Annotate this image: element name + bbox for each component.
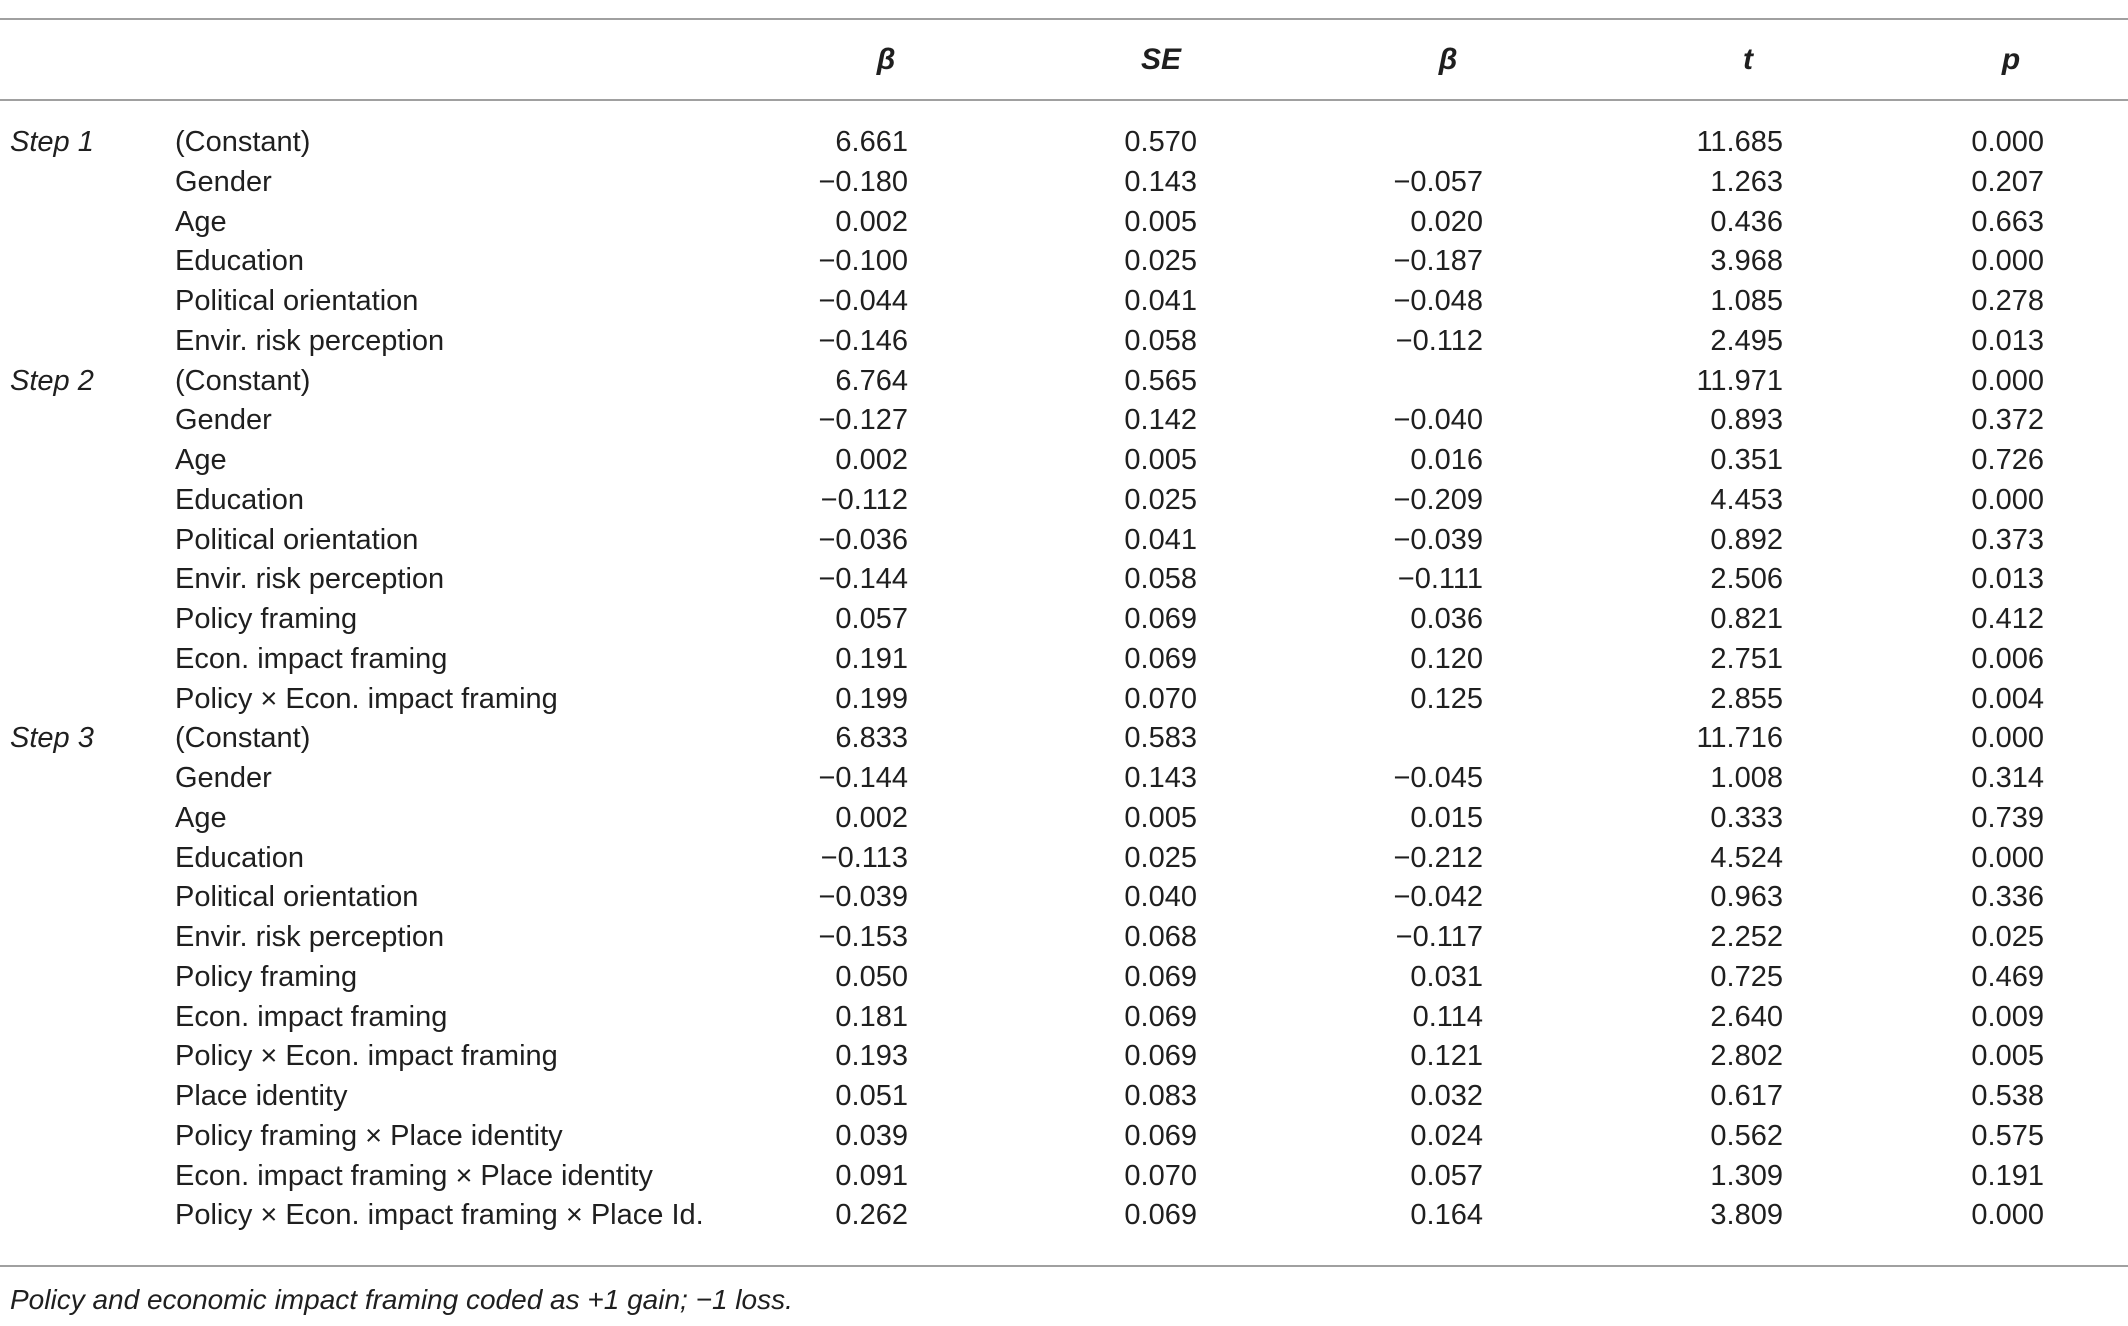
variable-name: Education: [175, 245, 304, 278]
b-value: 0.091: [835, 1159, 908, 1192]
b-value: 0.051: [835, 1080, 908, 1112]
beta-value: 0.057: [1410, 1159, 1483, 1192]
beta-value: −0.040: [1393, 404, 1483, 437]
b-value: 0.262: [835, 1199, 908, 1232]
t-value: 1.085: [1710, 285, 1783, 317]
se-value: 0.069: [1124, 1119, 1197, 1152]
t-value: 2.640: [1710, 1000, 1783, 1033]
beta-value: 0.036: [1410, 603, 1483, 635]
p-value: 0.278: [1971, 285, 2044, 317]
beta-value: 0.120: [1410, 642, 1483, 675]
t-value: 0.725: [1710, 960, 1783, 993]
b-value: 0.193: [835, 1040, 908, 1073]
se-value: 0.069: [1124, 642, 1197, 675]
b-value: 0.002: [835, 205, 908, 238]
beta-value: −0.117: [1395, 921, 1483, 953]
header-beta: β: [1438, 43, 1458, 76]
t-value: 0.963: [1710, 881, 1783, 914]
se-value: 0.583: [1124, 722, 1197, 755]
table-footnote: Policy and economic impact framing coded as +1 gain; −1 loss.: [10, 1284, 793, 1315]
beta-value: −0.212: [1393, 841, 1483, 874]
variable-name: Education: [175, 483, 304, 516]
b-value: −0.144: [818, 762, 908, 794]
variable-name: Place identity: [175, 1080, 348, 1112]
b-value: −0.180: [818, 165, 908, 198]
b-value: −0.146: [818, 324, 908, 357]
beta-value: −0.042: [1393, 881, 1483, 914]
b-value: 6.764: [835, 364, 908, 397]
beta-value: 0.016: [1410, 444, 1483, 476]
p-value: 0.663: [1971, 205, 2044, 238]
variable-name: Envir. risk perception: [175, 563, 445, 596]
table-row: [0, 679, 2128, 719]
beta-value: −0.048: [1393, 285, 1483, 317]
t-value: 1.008: [1710, 762, 1783, 794]
variable-name: Econ. impact framing × Place identity: [175, 1159, 653, 1192]
t-value: 3.968: [1710, 245, 1783, 278]
variable-name: Policy framing: [175, 960, 358, 993]
variable-name: Policy × Econ. impact framing: [175, 1040, 558, 1073]
bottom-rule: [0, 1265, 2128, 1267]
t-value: 1.309: [1710, 1159, 1783, 1192]
beta-value: −0.057: [1393, 165, 1483, 198]
se-value: 0.005: [1124, 801, 1197, 834]
table-row: [0, 400, 2128, 440]
b-value: 0.191: [835, 642, 908, 675]
table-row: [0, 122, 2128, 162]
variable-name: Econ. impact framing: [175, 1000, 448, 1033]
table-row: [0, 559, 2128, 599]
p-value: 0.000: [1971, 364, 2044, 397]
se-value: 0.143: [1124, 165, 1197, 198]
beta-value: 0.164: [1410, 1199, 1483, 1232]
b-value: −0.100: [818, 245, 908, 278]
beta-value: 0.031: [1410, 960, 1483, 993]
b-value: −0.036: [818, 523, 908, 556]
t-value: 2.495: [1710, 324, 1783, 357]
variable-name: Gender: [175, 165, 272, 198]
b-value: −0.144: [818, 563, 908, 596]
se-value: 0.069: [1124, 1040, 1197, 1073]
se-value: 0.041: [1124, 523, 1197, 556]
beta-value: 0.020: [1410, 205, 1483, 238]
table-row: [0, 1156, 2128, 1196]
table-row: [0, 758, 2128, 798]
table-row: [0, 997, 2128, 1037]
table-row: [0, 957, 2128, 997]
b-value: −0.044: [818, 285, 908, 317]
se-value: 0.565: [1124, 364, 1197, 397]
t-value: 0.821: [1710, 603, 1783, 635]
se-value: 0.142: [1124, 404, 1197, 437]
t-value: 0.351: [1710, 444, 1783, 476]
p-value: 0.739: [1971, 801, 2044, 834]
table-row: [0, 639, 2128, 679]
table-row: [0, 361, 2128, 401]
t-value: 0.892: [1710, 523, 1783, 556]
variable-name: Age: [175, 801, 227, 834]
step-label: Step 2: [10, 364, 94, 397]
p-value: 0.004: [1971, 682, 2044, 715]
b-value: 6.661: [835, 126, 908, 158]
b-value: 6.833: [835, 722, 908, 755]
beta-value: −0.039: [1393, 523, 1483, 556]
p-value: 0.207: [1971, 165, 2044, 198]
p-value: 0.191: [1971, 1159, 2044, 1192]
beta-value: −0.112: [1395, 324, 1483, 357]
b-value: 0.002: [835, 801, 908, 834]
beta-value: −0.187: [1393, 245, 1483, 278]
variable-name: Age: [175, 444, 227, 476]
t-value: 2.802: [1710, 1040, 1783, 1073]
se-value: 0.068: [1124, 921, 1197, 953]
variable-name: Policy × Econ. impact framing: [175, 682, 558, 715]
se-value: 0.570: [1124, 126, 1197, 158]
table-row: [0, 520, 2128, 560]
b-value: 0.050: [835, 960, 908, 993]
p-value: 0.000: [1971, 245, 2044, 278]
se-value: 0.025: [1124, 841, 1197, 874]
beta-value: 0.032: [1410, 1080, 1483, 1112]
p-value: 0.372: [1971, 404, 2044, 437]
se-value: 0.069: [1124, 603, 1197, 635]
se-value: 0.040: [1124, 881, 1197, 914]
t-value: 1.263: [1710, 165, 1783, 198]
table-row: [0, 480, 2128, 520]
p-value: 0.000: [1971, 722, 2044, 755]
se-value: 0.041: [1124, 285, 1197, 317]
se-value: 0.005: [1124, 444, 1197, 476]
variable-name: Envir. risk perception: [175, 921, 445, 953]
b-value: −0.153: [818, 921, 908, 953]
header-se: SE: [1140, 43, 1182, 76]
variable-name: Econ. impact framing: [175, 642, 448, 675]
t-value: 11.716: [1696, 722, 1783, 755]
p-value: 0.373: [1971, 523, 2044, 556]
p-value: 0.000: [1971, 483, 2044, 516]
b-value: 0.057: [835, 603, 908, 635]
se-value: 0.058: [1124, 324, 1197, 357]
table-row: [0, 718, 2128, 758]
t-value: 0.562: [1710, 1119, 1783, 1152]
step-label: Step 1: [10, 126, 94, 158]
table-row: [0, 281, 2128, 321]
p-value: 0.025: [1971, 921, 2044, 953]
p-value: 0.009: [1971, 1000, 2044, 1033]
t-value: 4.453: [1710, 483, 1783, 516]
b-value: 0.181: [835, 1000, 908, 1033]
se-value: 0.069: [1124, 1000, 1197, 1033]
p-value: 0.000: [1971, 841, 2044, 874]
p-value: 0.726: [1971, 444, 2044, 476]
se-value: 0.025: [1124, 245, 1197, 278]
beta-value: −0.045: [1393, 762, 1483, 794]
top-rule: [0, 18, 2128, 20]
t-value: 2.506: [1710, 563, 1783, 596]
variable-name: Policy × Econ. impact framing × Place Id.: [175, 1199, 704, 1232]
table-row: [0, 321, 2128, 361]
table-row: [0, 1195, 2128, 1235]
b-value: −0.039: [818, 881, 908, 914]
se-value: 0.058: [1124, 563, 1197, 596]
t-value: 2.252: [1710, 921, 1783, 953]
variable-name: Political orientation: [175, 285, 419, 317]
header-b: β: [876, 43, 896, 76]
b-value: 0.002: [835, 444, 908, 476]
table-row: [0, 440, 2128, 480]
t-value: 2.855: [1710, 682, 1783, 715]
table-row: [0, 202, 2128, 242]
variable-name: Gender: [175, 404, 272, 437]
b-value: 0.039: [835, 1119, 908, 1152]
b-value: 0.199: [835, 682, 908, 715]
p-value: 0.538: [1971, 1080, 2044, 1112]
table-row: [0, 1076, 2128, 1116]
variable-name: (Constant): [175, 722, 311, 755]
se-value: 0.069: [1124, 1199, 1197, 1232]
beta-value: 0.125: [1410, 682, 1483, 715]
t-value: 0.893: [1710, 404, 1783, 437]
se-value: 0.069: [1124, 960, 1197, 993]
t-value: 11.971: [1696, 364, 1783, 397]
beta-value: 0.121: [1410, 1040, 1483, 1073]
variable-name: Policy framing × Place identity: [175, 1119, 563, 1152]
table-row: [0, 917, 2128, 957]
variable-name: Political orientation: [175, 881, 419, 914]
t-value: 0.617: [1710, 1080, 1783, 1112]
variable-name: (Constant): [175, 126, 311, 158]
se-value: 0.070: [1124, 1159, 1197, 1192]
p-value: 0.000: [1971, 1199, 2044, 1232]
table-row: [0, 798, 2128, 838]
p-value: 0.013: [1971, 563, 2044, 596]
variable-name: (Constant): [175, 364, 311, 397]
beta-value: −0.111: [1397, 563, 1483, 596]
table-row: [0, 1036, 2128, 1076]
table-row: [0, 877, 2128, 917]
table-row: [0, 838, 2128, 878]
p-value: 0.006: [1971, 642, 2044, 675]
t-value: 11.685: [1696, 126, 1783, 158]
variable-name: Policy framing: [175, 603, 358, 635]
se-value: 0.083: [1124, 1080, 1197, 1112]
p-value: 0.314: [1971, 762, 2044, 794]
t-value: 3.809: [1710, 1199, 1783, 1232]
p-value: 0.336: [1971, 881, 2044, 914]
p-value: 0.412: [1971, 603, 2044, 635]
variable-name: Political orientation: [175, 523, 419, 556]
beta-value: 0.114: [1412, 1000, 1483, 1033]
se-value: 0.005: [1124, 205, 1197, 238]
beta-value: −0.209: [1393, 483, 1483, 516]
p-value: 0.575: [1971, 1119, 2044, 1152]
b-value: −0.112: [820, 483, 908, 516]
table-row: [0, 241, 2128, 281]
b-value: −0.127: [818, 404, 908, 437]
step-label: Step 3: [10, 722, 94, 755]
table-row: [0, 162, 2128, 202]
variable-name: Gender: [175, 762, 272, 794]
t-value: 0.333: [1710, 801, 1783, 834]
p-value: 0.013: [1971, 324, 2044, 357]
t-value: 2.751: [1710, 642, 1783, 675]
se-value: 0.025: [1124, 483, 1197, 516]
variable-name: Education: [175, 841, 304, 874]
header-p: p: [2001, 43, 2021, 76]
p-value: 0.000: [1971, 126, 2044, 158]
header-rule: [0, 99, 2128, 101]
b-value: −0.113: [820, 841, 908, 874]
variable-name: Envir. risk perception: [175, 324, 445, 357]
t-value: 4.524: [1710, 841, 1783, 874]
se-value: 0.143: [1124, 762, 1197, 794]
p-value: 0.469: [1971, 960, 2044, 993]
table-body: [0, 122, 2128, 1235]
beta-value: 0.024: [1410, 1119, 1483, 1152]
t-value: 0.436: [1710, 205, 1783, 238]
variable-name: Age: [175, 205, 227, 238]
header-t: t: [1743, 43, 1753, 76]
p-value: 0.005: [1971, 1040, 2044, 1073]
beta-value: 0.015: [1410, 801, 1483, 834]
table-row: [0, 599, 2128, 639]
table-row: [0, 1116, 2128, 1156]
se-value: 0.070: [1124, 682, 1197, 715]
